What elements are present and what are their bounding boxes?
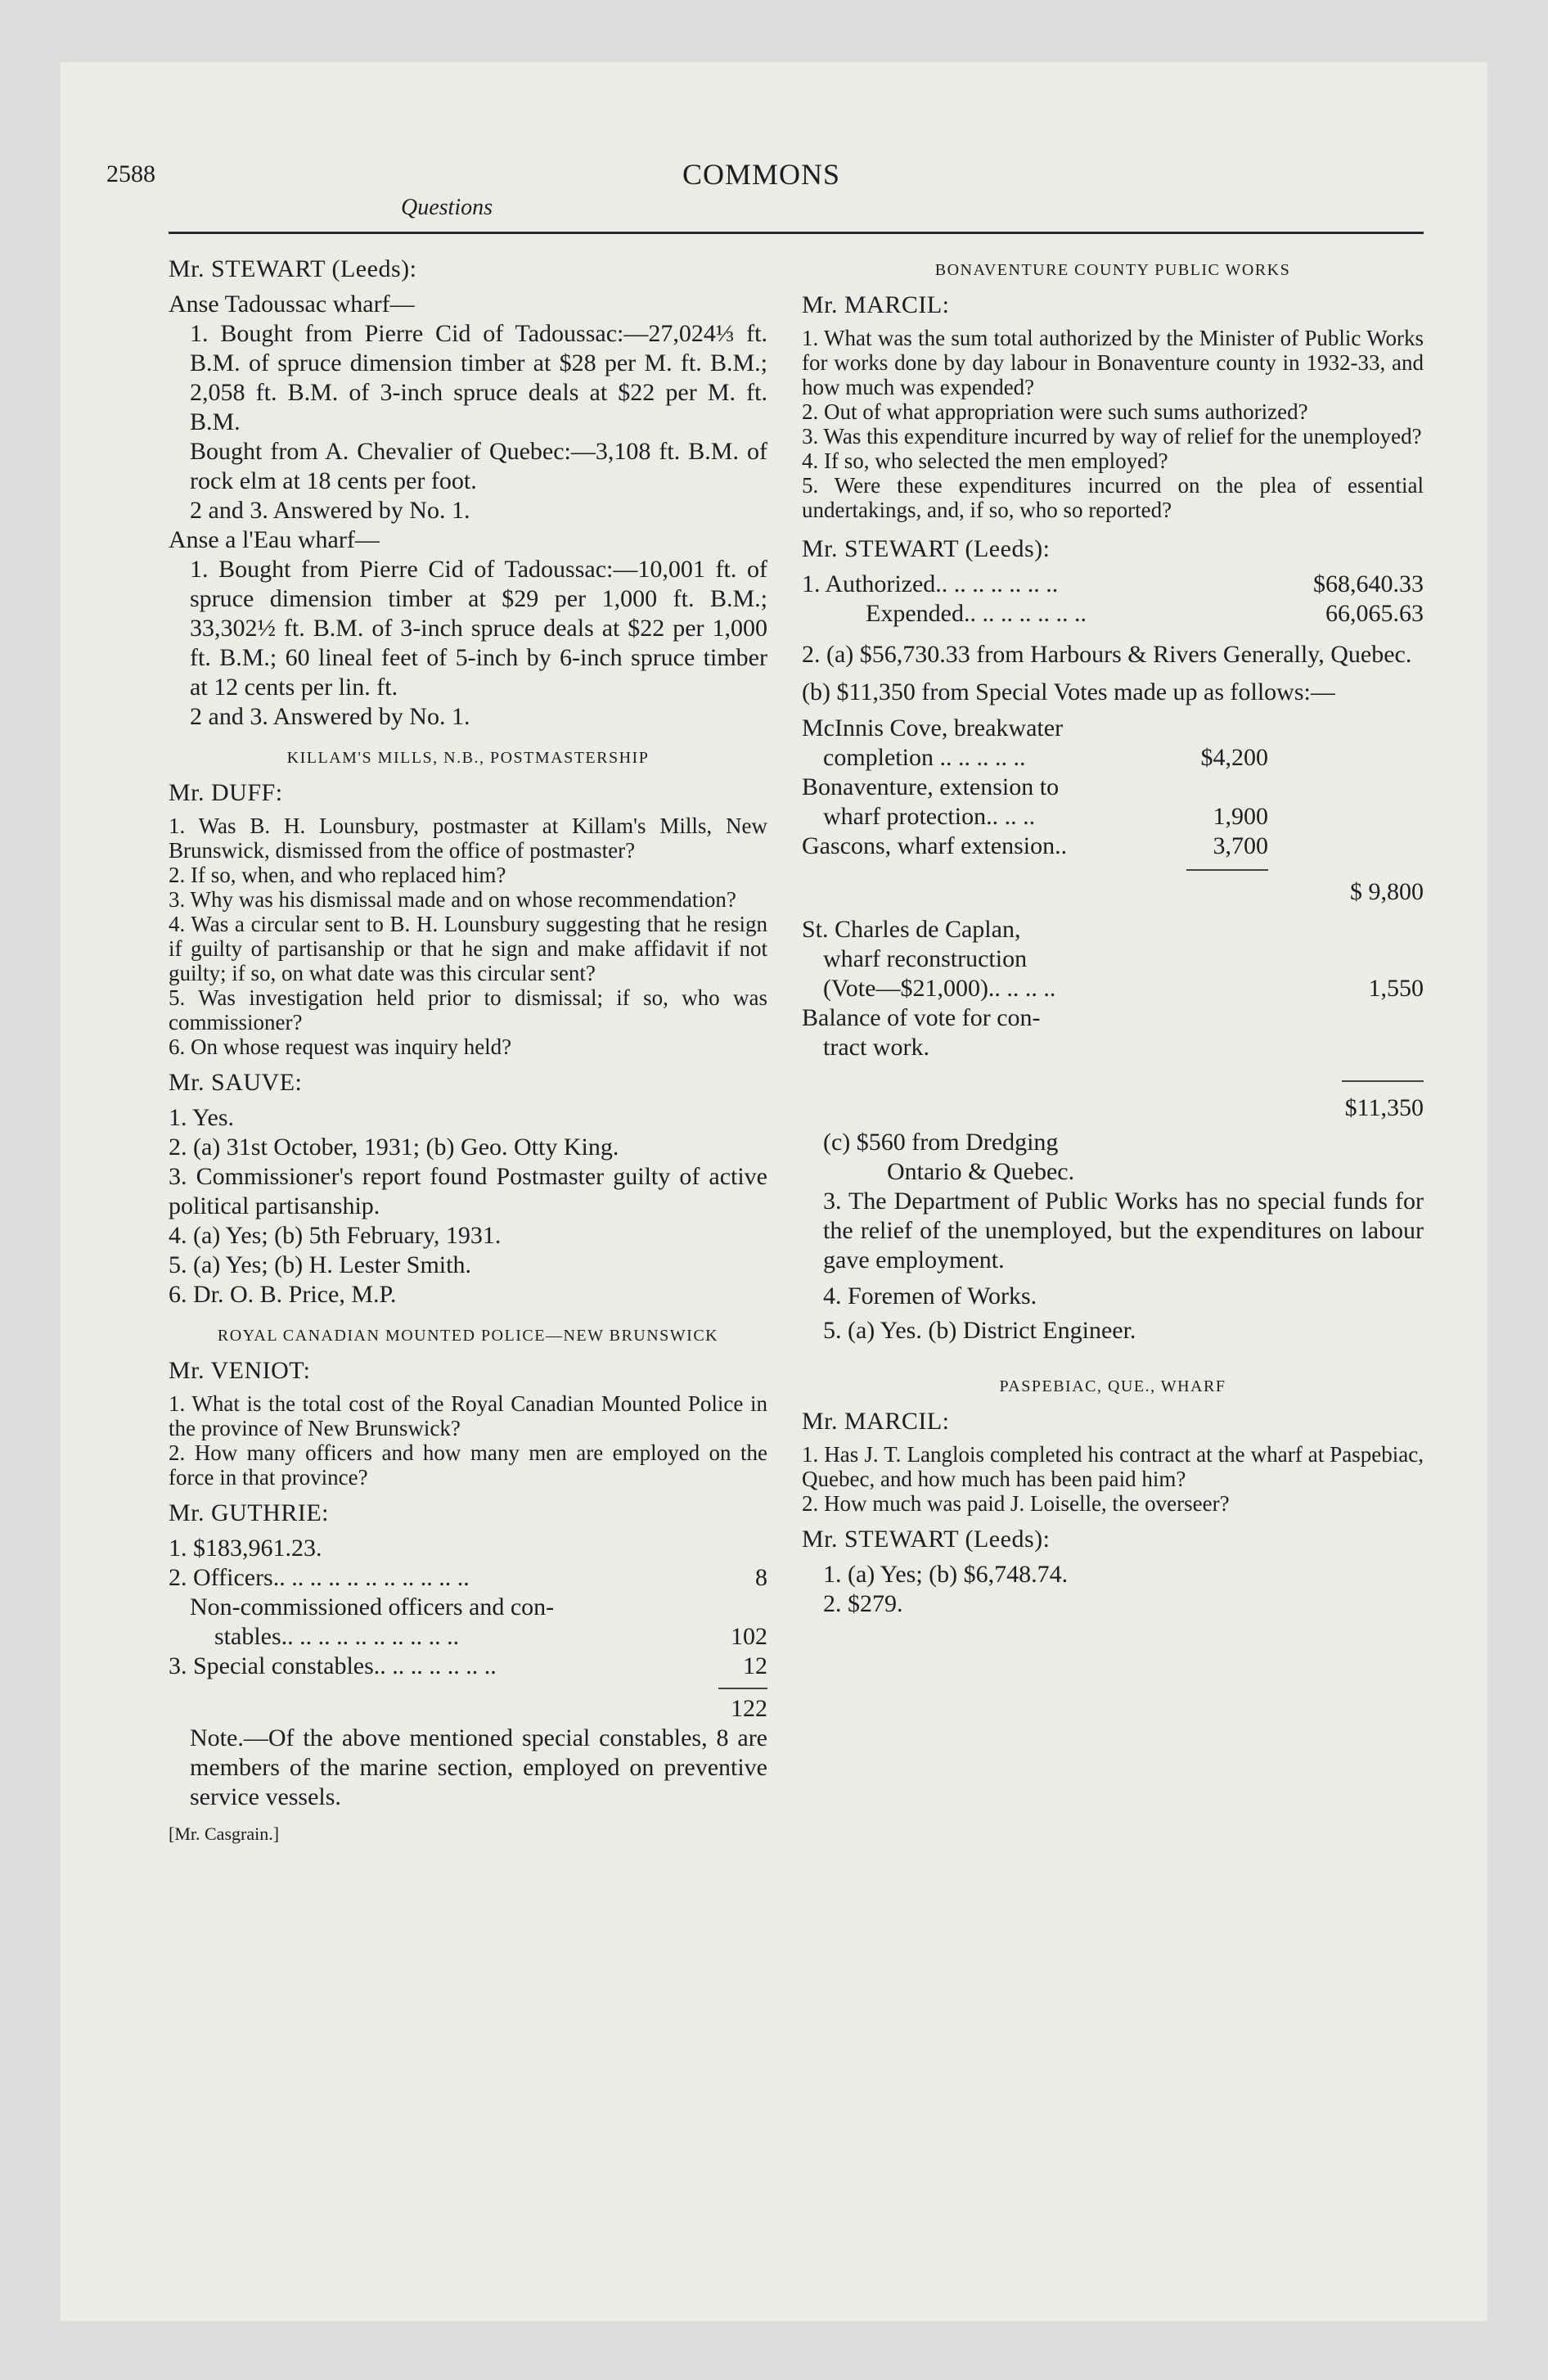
answer: 1. $183,961.23. [169,1535,322,1562]
question: 5. Was investigation held prior to dismissal; if so, who was commissioner? [169,985,767,1034]
question: 4. If so, who selected the men employed? [802,449,1168,473]
paragraph: 2 and 3. Answered by No. 1. [190,497,470,524]
speaker: Mr. GUTHRIE: [169,1499,329,1526]
subtotal-rule [1186,869,1268,871]
question: 6. On whose request was inquiry held? [169,1034,512,1059]
row-value: $68,640.33 [1313,570,1424,597]
table-row [169,1622,767,1652]
answer: 2. (a) 31st October, 1931; (b) Geo. Otty King. [169,1134,619,1161]
answer: Ontario & Quebec. [887,1158,1075,1185]
table-row [169,1563,767,1593]
answer: 4. (a) Yes; (b) 5th February, 1931. [169,1222,502,1249]
table-row [169,1652,767,1681]
row-label: McInnis Cove, breakwater [802,714,1064,741]
row-label: St. Charles de Caplan, [802,916,1021,943]
speaker: Mr. SAUVE: [169,1069,303,1096]
running-head: COMMONS [682,158,841,191]
speaker: Mr. MARCIL: [802,1408,950,1435]
table-row [802,570,1424,599]
section-heading: PASPEBIAC, QUE., WHARF [999,1377,1226,1395]
table-row [802,802,1268,832]
table-row [802,1033,1424,1062]
question: 1. What is the total cost of the Royal Canadian Mounted Police in the province of New Brunswick? [169,1391,767,1440]
footer-note: [Mr. Casgrain.] [169,1823,280,1844]
row-label: 2. Officers.. .. .. .. .. .. .. .. .. .. .. [169,1564,470,1591]
answer: 4. Foremen of Works. [823,1282,1037,1309]
answer: 5. (a) Yes; (b) H. Lester Smith. [169,1251,471,1278]
question: 4. Was a circular sent to B. H. Lounsbury suggesting that he resign if guilty of partisanship or that he sign and make affidavit if not guilty; if so, on what date was this circular sent? [169,912,767,985]
votes-table-continued [802,915,1424,1062]
paragraph: Anse Tadoussac wharf— [169,291,415,318]
table-row [802,944,1424,974]
row-label: 3. Special constables.. .. .. .. .. .. .. [169,1652,497,1679]
row-label: (Vote—$21,000).. .. .. .. [823,975,1056,1002]
section-heading: BONAVENTURE COUNTY PUBLIC WORKS [934,261,1291,279]
total-value: $11,350 [1344,1094,1424,1121]
table-row [802,1093,1424,1123]
right-column [802,246,1424,1619]
table-row [802,832,1268,861]
question: 1. What was the sum total authorized by the Minister of Public Works for works done by day labour in Bonaventure county in 1932-33, and how much was expended? [802,326,1424,399]
table-row [802,773,1268,802]
row-value: 102 [731,1623,767,1650]
answer: 2. (a) $56,730.33 from Harbours & Rivers Generally, Quebec. [802,641,1412,668]
question: 5. Were these expenditures incurred on the plea of essential undertakings, and, if so, who so reported? [802,473,1424,522]
paragraph: 1. Bought from Pierre Cid of Tadoussac:—10,001 ft. of spruce dimension timber at $29 per 1,000 ft. B.M.; 33,302½ ft. B.M. of 3-inch spruce deals at $22 per 1,000 ft. B.M.; 60 lineal feet of 5-inch by 6-inch spruce timber at 12 cents per lin. ft. [190,556,767,701]
table-row [802,599,1424,629]
table-row [802,877,1424,907]
section-heading: ROYAL CANADIAN MOUNTED POLICE—NEW BRUNSWICK [217,1327,719,1345]
row-value: $4,200 [1200,744,1268,771]
paragraph: 2 and 3. Answered by No. 1. [190,703,470,730]
table-row [802,974,1424,1003]
note: Note.—Of the above mentioned special constables, 8 are members of the marine section, employed on preventive service vessels. [190,1724,767,1810]
row-label: Expended.. .. .. .. .. .. .. [866,600,1087,627]
row-label: tract work. [823,1034,929,1061]
section-heading: KILLAM'S MILLS, N.B., POSTMASTERSHIP [286,749,650,767]
total-rule-wrap [169,1688,767,1689]
left-column [169,246,767,1845]
row-value: 1,900 [1213,803,1268,830]
paragraph: 1. Bought from Pierre Cid of Tadoussac:—27,024⅓ ft. B.M. of spruce dimension timber at $28 per M. ft. B.M.; 2,058 ft. B.M. of 3-inch spruce deals at $22 per M. ft. B.M. [190,320,767,435]
row-label: Bonaventure, extension to [802,773,1060,800]
answer: 5. (a) Yes. (b) District Engineer. [823,1317,1136,1344]
row-value: 3,700 [1213,832,1268,859]
question: 2. How much was paid J. Loiselle, the overseer? [802,1491,1230,1516]
total-rule [1342,1080,1424,1082]
table-row [169,1593,767,1622]
row-value: 12 [743,1652,767,1679]
question: 3. Why was his dismissal made and on whose recommendation? [169,887,736,912]
row-value: 8 [755,1564,767,1591]
row-label: wharf protection.. .. .. [823,803,1036,830]
section-label: Questions [401,195,493,220]
page-number: 2588 [106,160,155,187]
row-label: Gascons, wharf extension.. [802,832,1068,859]
row-label: Non-commissioned officers and con- [190,1593,555,1620]
speaker: Mr. STEWART (Leeds): [802,1526,1051,1553]
paragraph: Anse a l'Eau wharf— [169,526,380,553]
question: 2. If so, when, and who replaced him? [169,863,506,887]
question: 2. Out of what appropriation were such sums authorized? [802,399,1308,424]
speaker: Mr. STEWART (Leeds): [169,255,417,282]
answer: 1. (a) Yes; (b) $6,748.74. [823,1561,1069,1588]
question: 2. How many officers and how many men are employed on the force in that province? [169,1440,767,1490]
speaker: Mr. VENIOT: [169,1357,311,1384]
table-row [802,743,1268,773]
table-row [802,915,1424,944]
row-label: Balance of vote for con- [802,1004,1041,1031]
row-value: 66,065.63 [1325,600,1424,627]
answer: 6. Dr. O. B. Price, M.P. [169,1281,397,1308]
answer: 3. Commissioner's report found Postmaster guilty of active political partisanship. [169,1163,767,1219]
subtotal-value: $ 9,800 [1350,878,1424,905]
question: 3. Was this expenditure incurred by way of relief for the unemployed? [802,424,1422,449]
speaker: Mr. DUFF: [169,779,283,806]
question: 1. Was B. H. Lounsbury, postmaster at Killam's Mills, New Brunswick, dismissed from the office of postmaster? [169,814,767,863]
page-header [106,95,1424,218]
answer: 1. Yes. [169,1104,235,1131]
table-row [802,1003,1424,1033]
votes-table [802,714,1268,871]
row-value: 1,550 [1368,975,1424,1002]
header-rule [169,232,1424,234]
paragraph: Bought from A. Chevalier of Quebec:—3,108 ft. B.M. of rock elm at 18 cents per foot. [190,438,767,494]
row-label: wharf reconstruction [823,945,1028,972]
row-label: completion .. .. .. .. .. [823,744,1026,771]
row-label: 1. Authorized.. .. .. .. .. .. .. [802,570,1059,597]
answer: (c) $560 from Dredging [823,1129,1059,1156]
question: 1. Has J. T. Langlois completed his contract at the wharf at Paspebiac, Quebec, and how much has been paid him? [802,1442,1424,1491]
table-row [802,714,1268,743]
total-rule [718,1688,767,1689]
answer: 3. The Department of Public Works has no special funds for the relief of the unemployed, but the expenditures on labour gave employment. [823,1188,1424,1273]
answer: 2. $279. [823,1590,903,1617]
total-value: 122 [731,1695,767,1722]
speaker: Mr. MARCIL: [802,291,950,318]
row-label: stables.. .. .. .. .. .. .. .. .. .. [214,1623,460,1650]
table-row [169,1694,767,1724]
speaker: Mr. STEWART (Leeds): [802,535,1051,562]
answer: (b) $11,350 from Special Votes made up as follows:— [802,678,1335,705]
